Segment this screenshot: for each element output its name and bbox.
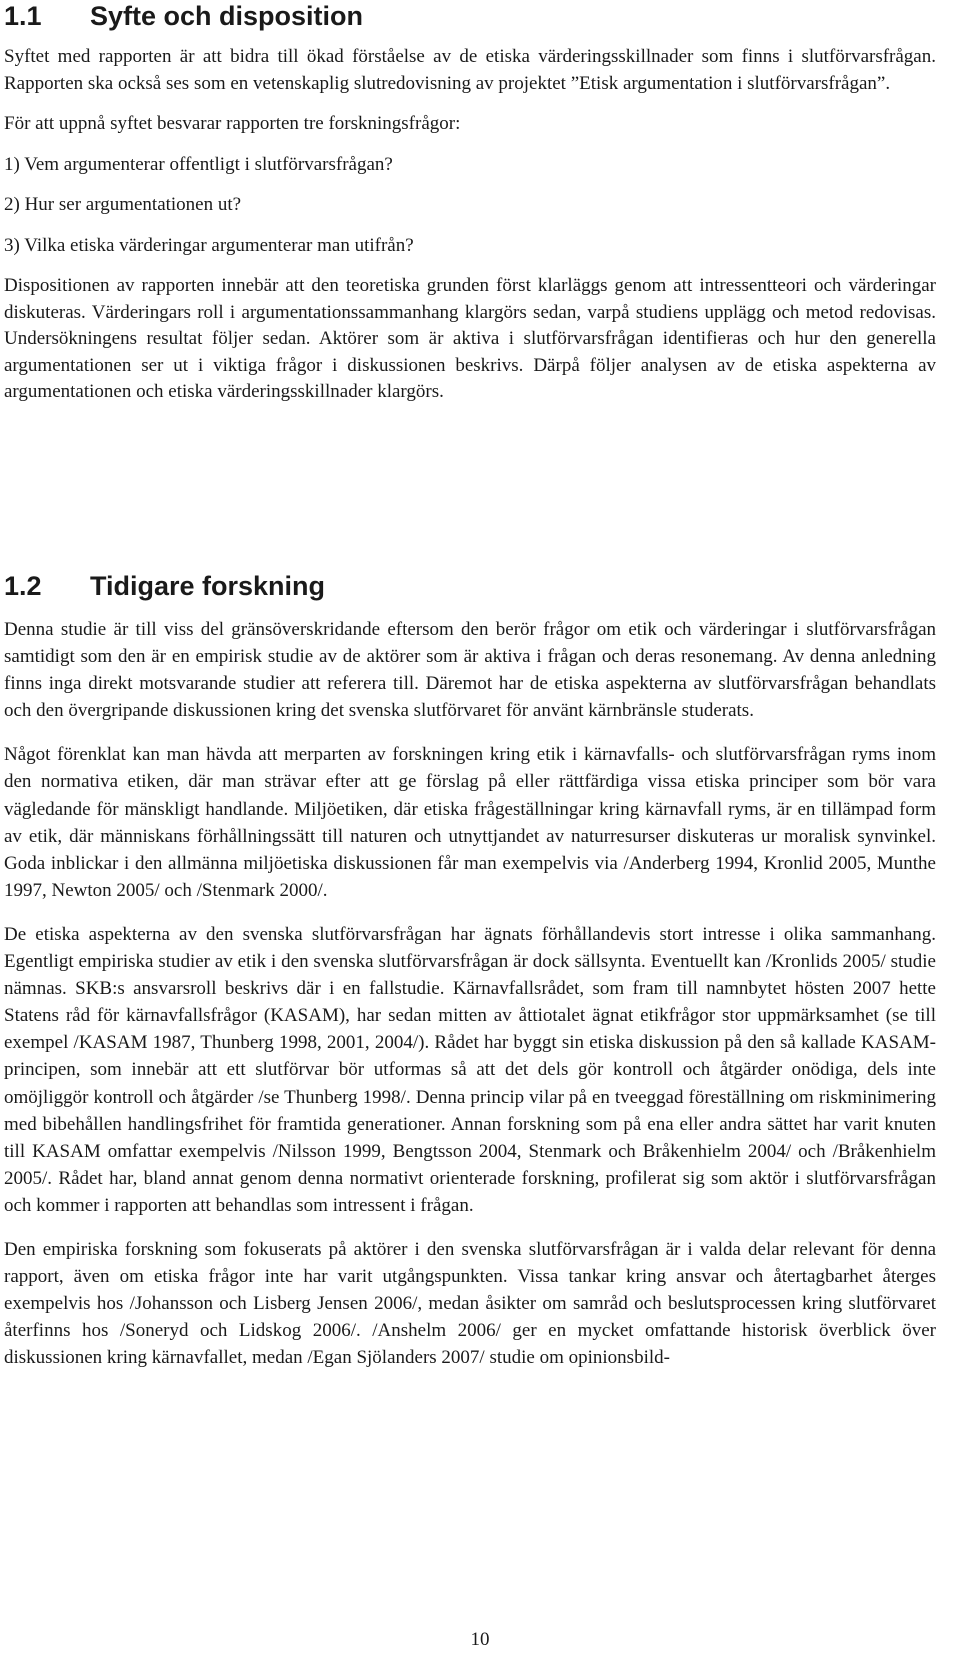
section-body-tidigare-forskning — [4, 616, 936, 1388]
paragraph: De etiska aspekterna av den svenska slutförvarsfrågan har ägnats förhållandevis stort intresse i olika sammanhang. Egentligt empiriska studier av etik i den svenska slutförvarsfrågan är dock sällsynta. Eventuellt kan /Kronlids 2005/ studie nämnas. SKB:s ansvarsroll beskrivs där i en fallstudie. Kärnavfallsrådet, som fram till namnbytet hösten 2007 hette Statens råd för kärnavfallsfrågor (KASAM), har sedan mitten av åttiotalet ägnat etikfrågor stor uppmärksamhet (se till exempel /KASAM 1987, Thunberg 1998, 2001, 2004/). Rådet har byggt sin etiska diskussion på den så kallade KASAM-principen, som innebär att ett slutförvar bör utformas så att det dels gör kontroll och åtgärder onödiga, dels inte omöjliggör kontroll och åtgärder /se Thunberg 1998/. Denna princip vilar på en tveeggad föreställning om riskminimering med bibehållen handlingsfrihet för framtida generationer. Annan forskning som på ena eller andra sättet har varit knuten till KASAM omfattar exempelvis /Nilsson 1999, Bengtsson 2004, Stenmark och Bråkenhielm 2004/ och /Bråkenhielm 2005/. Rådet har, bland annat genom denna normativt orienterade forskning, profilerat sig som aktör i slutförvarsfrågan och kommer i rapporten att behandlas som intressent i frågan. — [4, 923, 936, 1216]
paragraph: Dispositionen av rapporten innebär att den teoretiska grunden först klarläggs genom att intressentteori och värderingar diskuteras. Värderingars roll i argumentationssammanhang klargörs sedan, varpå studiens upplägg och metod redovisas. Undersökningens resultat följer sedan. Aktörer som är aktiva i slutförvarsfrågan identifieras och hur den generella argumentationen ser ut i viktiga frågor i diskussionen beskrivs. Därpå följer analysen av de etiska aspekterna av argumentationen och etiska värderingsskillnader klargörs. — [4, 275, 936, 402]
section-heading-syfte — [4, 0, 363, 32]
section-title: Syfte och disposition — [90, 1, 364, 31]
paragraph: Denna studie är till viss del gränsöverskridande eftersom den berör frågor om etik och värderingar i slutförvarsfrågan samtidigt som den är en empirisk studie av de aktörer som är aktiva i frågan och deras resonemang. Av denna anledning finns inga direkt motsvarande studier att referera till. Däremot har de etiska aspekterna av slutförvarsfrågan behandlats och den övergripande diskussionen kring det svenska slutförvaret för använt kärnbränsle studerats. — [4, 619, 936, 722]
section-heading-tidigare-forskning — [4, 570, 325, 602]
section-body-syfte — [4, 44, 936, 420]
research-question: 2) Hur ser argumentationen ut? — [4, 194, 242, 215]
paragraph: För att uppnå syftet besvarar rapporten tre forskningsfrågor: — [4, 113, 461, 134]
section-title: Tidigare forskning — [90, 571, 326, 601]
paragraph: Något förenklat kan man hävda att merparten av forskningen kring etik i kärnavfalls- och slutförvarsfrågan ryms inom den normativa etiken, där man strävar efter att ge förslag på eller rättfärdiga vissa etiska principer som bör vara vägledande för mänskligt handlande. Miljöetiken, där etiska frågeställningar kring kärnavfall ryms, är en tillämpad form av etik, där människans förhållningssätt till naturen och utnyttjandet av naturresurser diskuteras ur moralisk synvinkel. Goda inblickar i den allmänna miljöetiska diskussionen får man exempelvis via /Anderberg 1994, Kronlid 2005, Munthe 1997, Newton 2005/ och /Stenmark 2000/. — [4, 744, 936, 901]
paragraph: Den empiriska forskning som fokuserats på aktörer i den svenska slutförvarsfrågan är i valda delar relevant för denna rapport, även om etiska frågor inte har varit utgångspunkten. Vissa tankar kring ansvar och återtagbarhet återges exempelvis hos /Johansson och Lisberg Jensen 2006/, medan åsikter om samråd och beslutsprocessen kring slutförvaret återfinns hos /Soneryd och Lidskog 2006/. /Anshelm 2006/ ger en mycket omfattande historisk överblick över diskussionen kring kärnavfallet, medan /Egan Sjölanders 2007/ studie om opinionsbild- — [4, 1238, 936, 1369]
page-number: 10 — [470, 1629, 490, 1650]
research-question: 3) Vilka etiska värderingar argumenterar man utifrån? — [4, 234, 414, 256]
section-number: 1.1 — [4, 1, 42, 31]
research-question: 1) Vem argumenterar offentligt i slutförvarsfrågan? — [4, 153, 393, 175]
section-number: 1.2 — [4, 571, 42, 601]
paragraph: Syftet med rapporten är att bidra till ökad förståelse av de etiska värderingsskillnader som finns i slutförvarsfrågan. Rapporten ska också ses som en vetenskaplig slutredovisning av projektet ”Etisk argumentation i slutförvarsfrågan”. — [4, 46, 936, 94]
